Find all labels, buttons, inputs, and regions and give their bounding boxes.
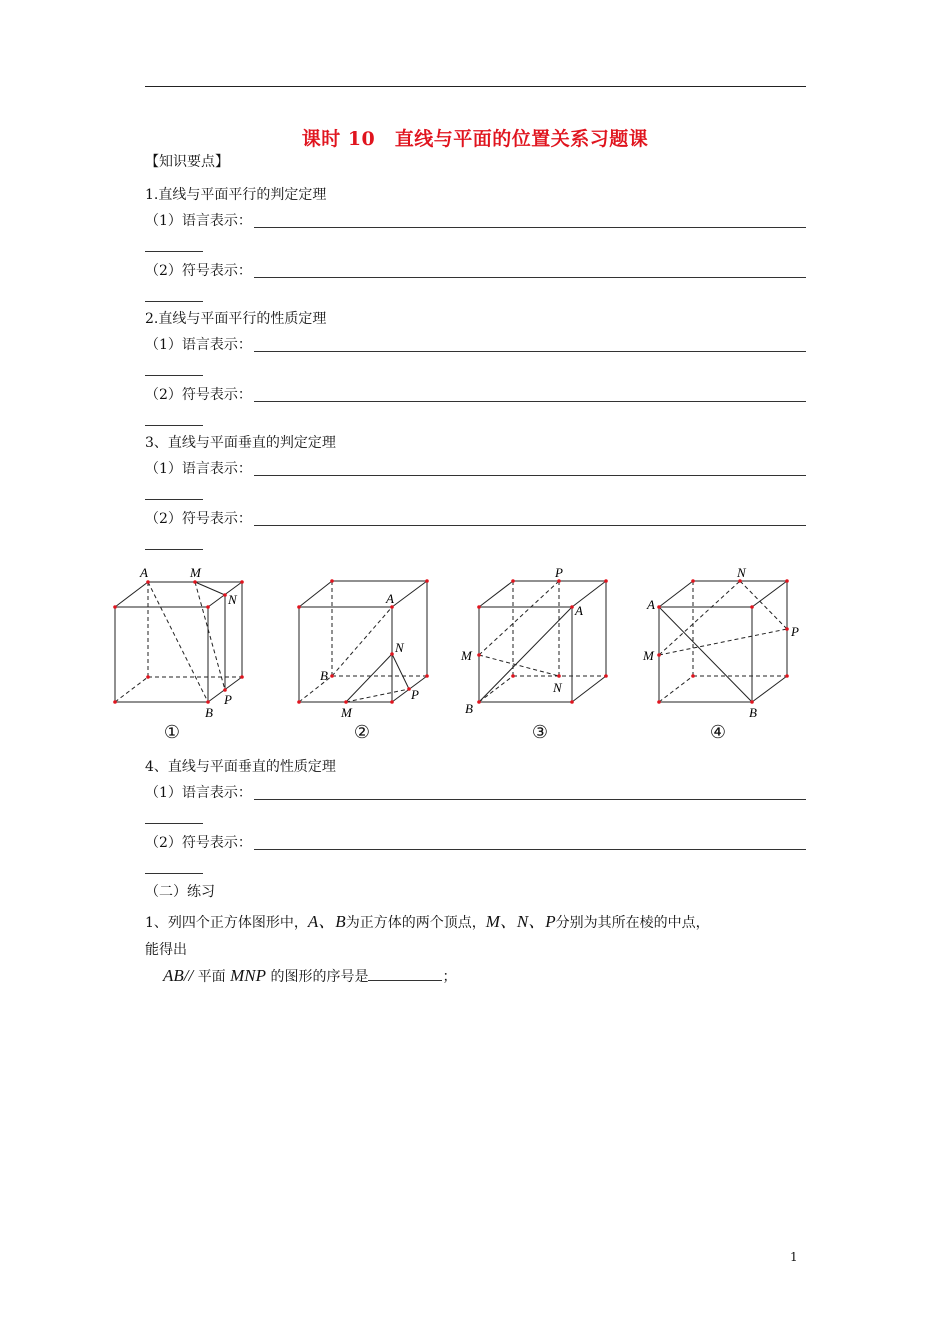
cube-figure-1: [113, 565, 244, 720]
q1-tail: 的图形的序号是: [270, 969, 369, 985]
fig1-label-m: M: [190, 565, 201, 580]
symbol-label: （2）符号表示：: [145, 835, 252, 851]
figure-2-caption: ②: [353, 722, 371, 743]
section-1-symbol-row: [145, 260, 806, 280]
answer-line-continuation[interactable]: [145, 375, 203, 376]
exercise-header: （二）练习: [145, 884, 215, 900]
answer-line[interactable]: [254, 227, 806, 228]
answer-line-continuation[interactable]: [145, 549, 203, 550]
fig1-label-n: N: [228, 592, 237, 607]
section-4-language-row: [145, 782, 806, 802]
fig1-label-b: B: [205, 705, 213, 720]
fig3-label-n: N: [553, 680, 562, 695]
answer-line[interactable]: [254, 799, 806, 800]
answer-line[interactable]: [254, 475, 806, 476]
section-1-language-row: [145, 210, 806, 230]
answer-line[interactable]: [254, 351, 806, 352]
page-number: 1: [790, 1250, 798, 1264]
answer-line-continuation[interactable]: [145, 251, 203, 252]
section-4-symbol-row: [145, 832, 806, 852]
fig3-label-b: B: [465, 701, 473, 716]
fig4-label-p: P: [791, 624, 799, 639]
q1-parallel-symbol: //: [183, 966, 194, 985]
cube-figure-2: [297, 579, 429, 720]
q1-points-mnp: M、N、P: [485, 912, 556, 931]
symbol-label: （2）符号表示：: [145, 511, 252, 527]
q1-points-ab: A、B: [307, 912, 346, 931]
section-1-heading: 1.直线与平面平行的判定定理: [145, 187, 327, 203]
fig2-label-b: B: [320, 668, 328, 683]
answer-line[interactable]: [254, 525, 806, 526]
fig4-label-b: B: [749, 705, 757, 720]
answer-line-continuation[interactable]: [145, 873, 203, 874]
answer-line[interactable]: [254, 277, 806, 278]
fig4-label-m: M: [643, 648, 654, 663]
answer-line-continuation[interactable]: [145, 301, 203, 302]
fig4-label-a: A: [647, 597, 655, 612]
fig2-label-n: N: [395, 640, 404, 655]
fig2-label-m: M: [341, 705, 352, 720]
page-title: 课时 10 直线与平面的位置关系习题课: [301, 128, 649, 150]
section-3-symbol-row: [145, 508, 806, 528]
symbol-label: （2）符号表示：: [145, 263, 252, 279]
knowledge-header: 【知识要点】: [145, 154, 229, 170]
answer-blank[interactable]: [368, 966, 442, 981]
fig3-label-m: M: [461, 648, 472, 663]
fig1-label-a: A: [140, 565, 148, 580]
answer-line-continuation[interactable]: [145, 499, 203, 500]
language-label: （1）语言表示：: [145, 337, 252, 353]
cube-figures: [0, 560, 950, 760]
fig1-label-p: P: [224, 692, 232, 707]
answer-line-continuation[interactable]: [145, 823, 203, 824]
cube-figure-3: [460, 565, 608, 716]
section-3-heading: 3、直线与平面垂直的判定定理: [145, 435, 336, 451]
fig4-label-n: N: [737, 565, 746, 580]
figure-4-caption: ④: [709, 722, 727, 743]
language-label: （1）语言表示：: [145, 213, 252, 229]
section-2-heading: 2.直线与平面平行的性质定理: [145, 311, 327, 327]
answer-line-continuation[interactable]: [145, 425, 203, 426]
fig3-label-a: A: [575, 603, 583, 618]
q1-line-ab: AB: [163, 966, 184, 985]
answer-line[interactable]: [254, 849, 806, 850]
q1-mid: 为正方体的两个顶点，: [345, 915, 486, 931]
q1-prefix: 1、列四个正方体图形中，: [145, 915, 308, 931]
fig3-label-p: P: [555, 565, 563, 580]
figure-3-caption: ③: [531, 722, 549, 743]
language-label: （1）语言表示：: [145, 785, 252, 801]
q1-end: ；: [442, 969, 457, 985]
figure-1-caption: ①: [163, 722, 181, 743]
section-4-heading: 4、直线与平面垂直的性质定理: [145, 759, 336, 775]
cube-figure-4: [642, 565, 799, 720]
section-3-language-row: [145, 458, 806, 478]
section-2-symbol-row: [145, 384, 806, 404]
question-1-line-1: [145, 913, 710, 932]
answer-line[interactable]: [254, 401, 806, 402]
fig2-label-p: P: [411, 687, 419, 702]
section-2-language-row: [145, 334, 806, 354]
question-1-line-3: [163, 966, 456, 986]
q1-suffix: 分别为其所在棱的中点，: [555, 915, 710, 931]
fig2-label-a: A: [386, 591, 394, 606]
language-label: （1）语言表示：: [145, 461, 252, 477]
header-rule: [145, 86, 806, 87]
question-1-line-2: 能得出: [145, 942, 187, 958]
q1-plane-mnp: MNP: [230, 966, 267, 985]
symbol-label: （2）符号表示：: [145, 387, 252, 403]
q1-plane-word: 平面: [197, 969, 226, 985]
